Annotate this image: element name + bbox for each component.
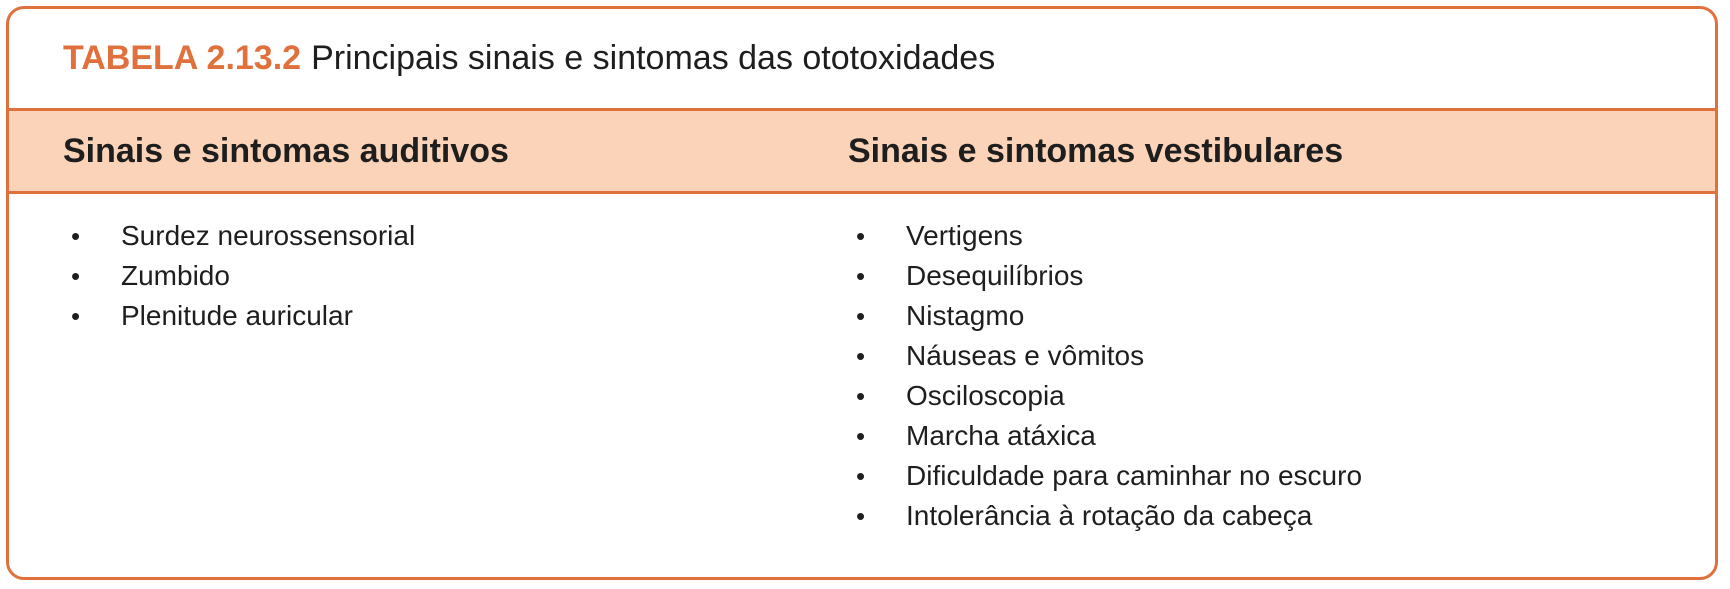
column-header-vestibulares: Sinais e sintomas vestibulares [848,131,1344,170]
column-header-auditivos: Sinais e sintomas auditivos [63,131,509,170]
list-vestibulares [848,216,1362,536]
bullet-icon: • [856,460,866,491]
list-item [848,336,1362,376]
column-vestibulares [848,216,1362,536]
bullet-icon: • [856,340,866,371]
list-item [63,296,848,336]
list-item [63,216,848,256]
bullet-icon: • [856,420,866,451]
list-item-text: Intolerância à rotação da cabeça [906,500,1313,531]
bullet-icon: • [71,260,81,291]
table-label: TABELA 2.13.2 [63,39,302,77]
list-item-text: Náuseas e vômitos [906,340,1145,371]
list-item [848,216,1362,256]
list-item [848,296,1362,336]
list-item-text: Desequilíbrios [906,260,1084,291]
table-frame [6,6,1718,580]
table-caption [9,9,1715,111]
list-item-text: Surdez neurossensorial [121,220,416,251]
bullet-icon: • [71,300,81,331]
bullet-icon: • [71,220,81,251]
bullet-icon: • [856,220,866,251]
list-item [63,256,848,296]
list-item-text: Marcha atáxica [906,420,1096,451]
list-item-text: Vertigens [906,220,1023,251]
list-item-text: Zumbido [121,260,230,291]
list-item [848,256,1362,296]
list-item-text: Plenitude auricular [121,300,353,331]
bullet-icon: • [856,300,866,331]
table-title: Principais sinais e sintomas das ototoxidades [311,39,996,77]
list-item-text: Dificuldade para caminhar no escuro [906,460,1363,491]
list-item [848,416,1362,456]
list-auditivos [63,216,848,336]
column-auditivos [9,216,848,536]
table-header-row [9,111,1715,194]
list-item [848,456,1362,496]
list-item [848,376,1362,416]
list-item-text: Nistagmo [906,300,1025,331]
list-item [848,496,1362,536]
bullet-icon: • [856,380,866,411]
bullet-icon: • [856,260,866,291]
table-body-row [9,194,1715,536]
list-item-text: Osciloscopia [906,380,1065,411]
bullet-icon: • [856,500,866,531]
